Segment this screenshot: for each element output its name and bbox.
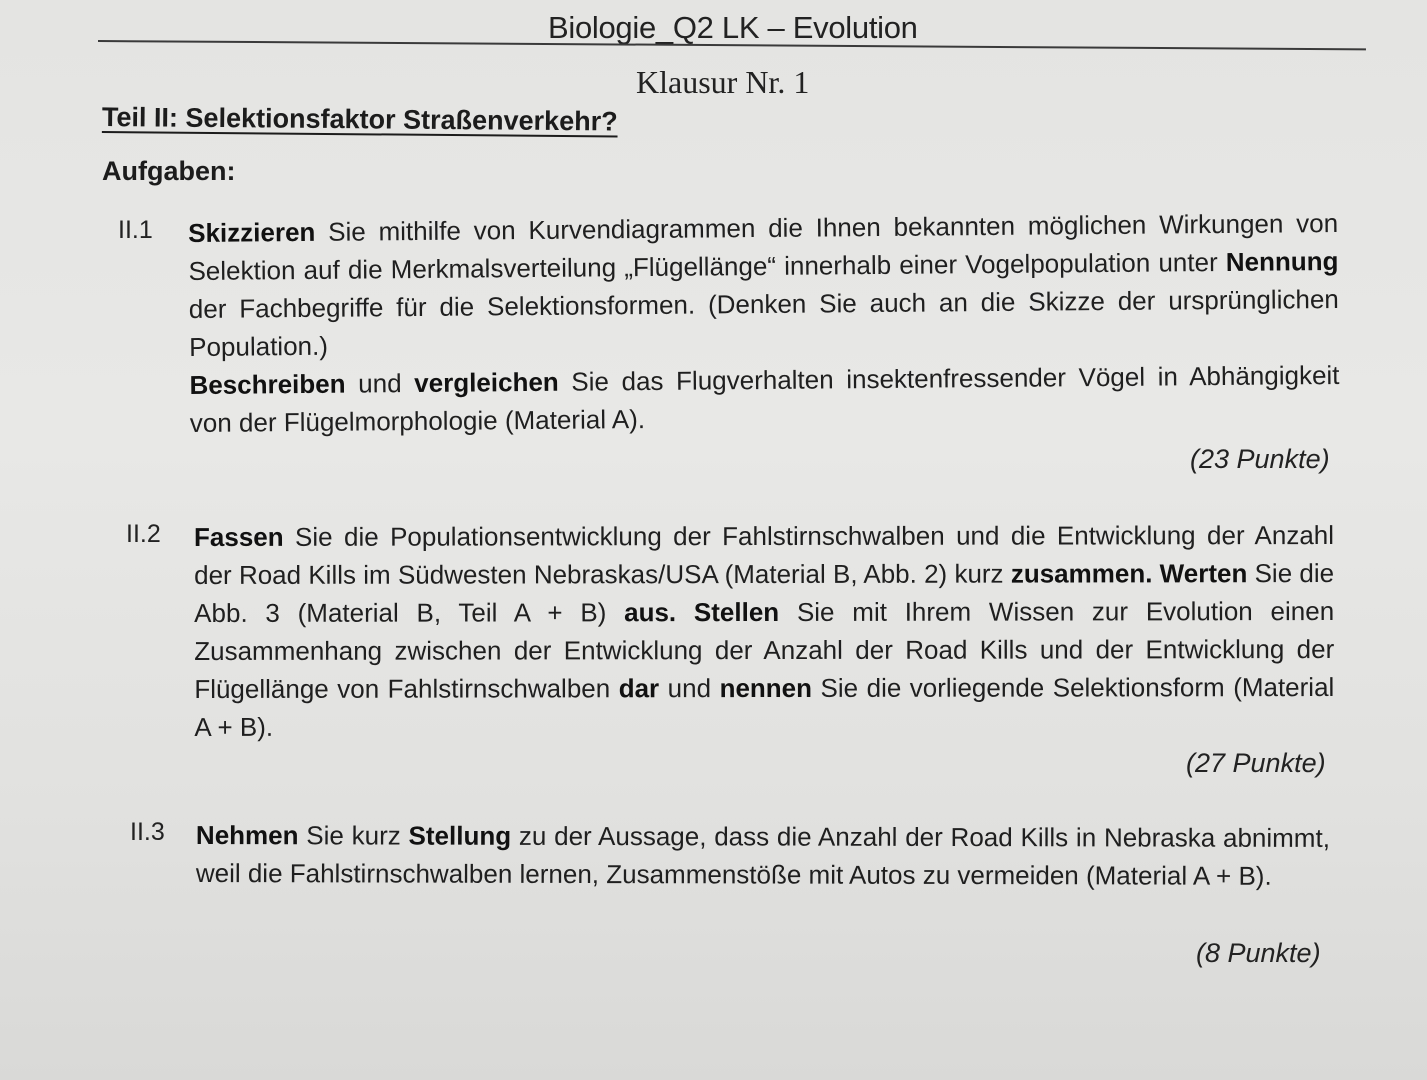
task-text-segment: und [345, 368, 415, 399]
task-text-segment: zu der Aussage, dass die Anzahl der Road Kills in Nebraska abnimmt, weil die Fahlstirnschwalben lernen, Zusammenstöße mit Autos zu vermeiden (Material A + B). [195, 820, 1330, 891]
task-text-segment: der Fachbegriffe für die Selektionsformen. (Denken Sie auch an die Skizze der ursprünglichen Population.) [188, 283, 1339, 362]
course-title: Biologie_Q2 LK – Evolution [548, 10, 918, 45]
operator-word: nennen [719, 672, 813, 704]
points-label: (27 Punkte) [1186, 748, 1326, 778]
task-text-segment: Sie die vorliegende Selektionsform (Material A + B). [194, 672, 1335, 742]
task-text-segment: Sie kurz [298, 820, 409, 851]
operator-word: Stellen [693, 596, 780, 628]
task-text [188, 204, 1340, 442]
task-text-segment: Sie das Flugverhalten insektenfressender Vögel in Abhängigkeit von der Flügelmorphologie (Material A). [189, 359, 1340, 438]
operator-word: Fassen [194, 521, 284, 552]
points-label: (8 Punkte) [1196, 938, 1321, 968]
section-title: Teil II: Selektionsfaktor Straßenverkehr? [101, 102, 618, 137]
task-text-segment: Sie die Populationsentwicklung der Fahlstirnschwalben und die Entwicklung der Anzahl der Road Kills im Südwesten Nebraskas/USA (Material B, Abb. 2) kurz [194, 520, 1335, 590]
operator-word: Skizzieren [188, 216, 316, 248]
task-number: II.3 [130, 818, 165, 846]
operator-word: Stellung [408, 820, 512, 851]
operator-word: aus. [624, 597, 677, 628]
operator-word: Nennung [1225, 245, 1339, 277]
operator-word: Werten [1159, 558, 1248, 589]
task-text-segment [1152, 558, 1159, 588]
tasks-heading: Aufgaben: [102, 156, 236, 186]
points-label: (23 Punkte) [1190, 444, 1330, 474]
operator-word: dar [618, 673, 660, 704]
task-text [196, 816, 1330, 895]
exam-title: Klausur Nr. 1 [636, 64, 810, 100]
task-text-segment: Sie mithilfe von Kurvendiagrammen die Ihnen bekannten möglichen Wirkungen von Selektion auf die Merkmalsverteilung „Flügellänge“ innerhalb einer Vogelpopulation unter [188, 207, 1339, 286]
task-text [194, 516, 1334, 746]
operator-word: vergleichen [414, 366, 559, 399]
task-text-segment: Sie die Abb. 3 (Material B, Teil A + B) [194, 558, 1335, 628]
task-number: II.1 [118, 216, 153, 244]
task-number: II.2 [126, 520, 161, 548]
task-text-segment: und [659, 673, 720, 704]
task-text-segment: Sie mit Ihrem Wissen zur Evolution einen Zusammenhang zwischen der Entwicklung der Anzahl der Road Kills und der Entwicklung der Flügellänge von Fahlstirnschwalben [194, 596, 1335, 704]
operator-word: zusammen. [1010, 558, 1153, 589]
operator-word: Nehmen [195, 820, 299, 851]
task-text-segment [676, 597, 694, 627]
operator-word: Beschreiben [189, 368, 346, 400]
